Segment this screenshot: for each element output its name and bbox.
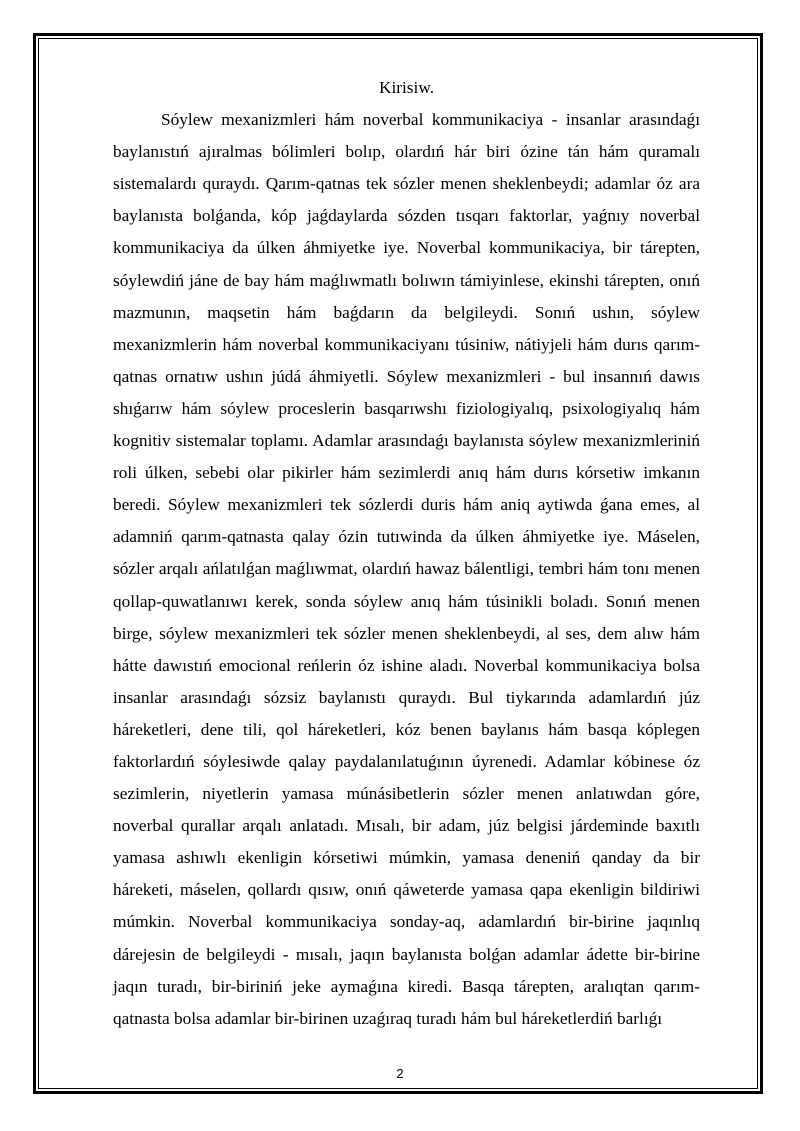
page-number: 2 <box>396 1066 404 1081</box>
section-title: Kirisiw. <box>378 78 435 97</box>
body-paragraph: Sóylew mexanizmleri hám noverbal kommunikaciya - insanlar arasındaǵı baylanıstıń ajıralmas bólimleri bolıp, olardıń hár biri ózine tán hám quramalı sistemalardı quraydı. Qarım-qatnas tek sózler menen sheklenbeydi; adamlar óz ara baylanısta bolǵanda, kóp jaǵdaylarda sózden tısqarı faktorlar, yaǵnıy noverbal kommunikaciya da úlken áhmiyetke iye. Noverbal kommunikaciya, bir tárepten, sóylewdiń jáne de bay hám maǵlıwmatlı bolıwın támiyinlese, ekinshi tárepten, onıń mazmunın, maqsetin hám baǵdarın da belgileydi. Sonıń ushın, sóylew mexanizmlerin hám noverbal kommunikaciyanı túsiniw, nátiyjeli hám durıs qarım-qatnas ornatıw ushın júdá áhmiyetli. Sóylew mexanizmleri - bul insannıń dawıs shıǵarıw hám sóylew proceslerin basqarıwshı fiziologiyalıq, psixologiyalıq hám kognitiv sistemalar toplamı. Adamlar arasındaǵı baylanısta sóylew mexanizmleriniń roli úlken, sebebi olar pikirler hám sezimlerdi anıq hám durıs kórsetiw imkanın beredi. Sóylew mexanizmleri tek sózlerdi duris hám aniq aytiwda ǵana emes, al adamniń qarım-qatnasta qalay ózin tutıwinda da úlken áhmiyetke iye. Máselen, sózler arqalı ańlatılǵan maǵlıwmat, olardıń hawaz bálentligi, tembri hám tonı menen qollap-quwatlanıwı kerek, sonda sóylew anıq hám túsinikli boladı. Sonıń menen birge, sóylew mexanizmleri tek sózler menen sheklenbeydi, al ses, dem alıw hám hátte dawıstıń emocional reńlerin óz ishine aladı. Noverbal kommunikaciya bolsa insanlar arasındaǵı sózsiz baylanıstı quraydı. Bul tiykarında adamlardıń júz háreketleri, dene tili, qol háreketleri, kóz benen baylanıs hám basqa kóplegen faktorlardıń sóylesiwde qalay paydalanılatuǵının úyrenedi. Adamlar kóbinese óz sezimlerin, niyetlerin yamasa múnásibetlerin sózler menen anlatıwdan góre, noverbal qurallar arqalı anlatadı. Mısalı, bir adam, júz belgisi járdeminde baxıtlı yamasa ashıwlı ekenligin kórsetiwi múmkin, yamasa deneniń qanday da bir háreketi, máselen, qollardı qısıw, onıń qáweterde yamasa qapa ekenligin bildiriwi múmkin. Noverbal kommunikaciya sonday-aq, adamlardıń bir-birine jaqınlıq dárejesin de belgileydi - mısalı, jaqın baylanısta bolǵan adamlar ádette bir-birine jaqın turadı, bir-biriniń jeke aymaǵına kiredi. Basqa tárepten, aralıqtan qarım-qatnasta bolsa adamlar bir-birinen uzaǵıraq turadı hám bul háreketlerdiń barlıǵı <box>113 110 700 1028</box>
page-content <box>113 72 700 1035</box>
